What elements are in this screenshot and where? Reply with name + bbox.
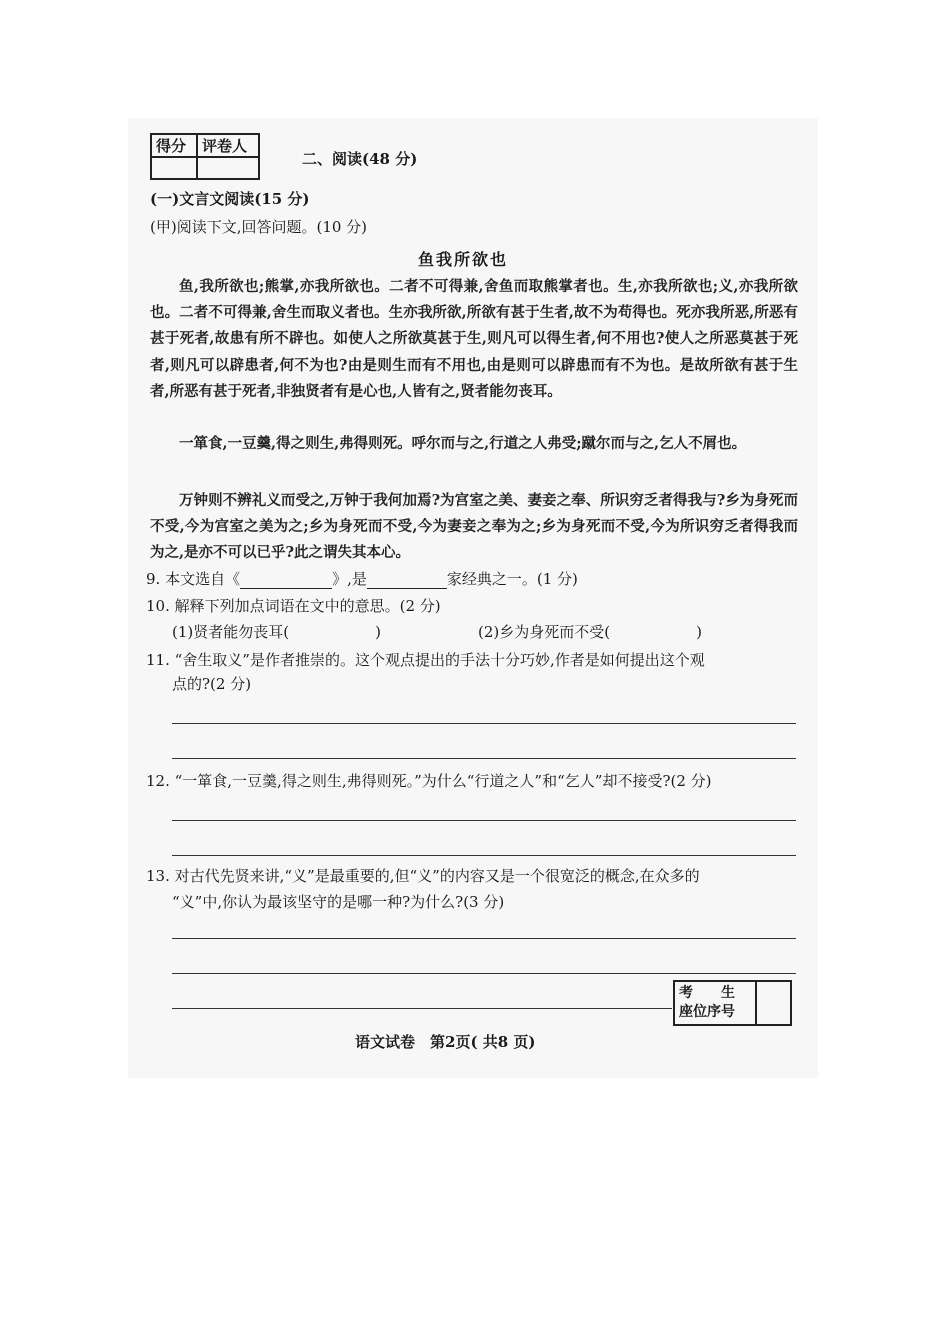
question-13-line-1: 13. 对古代先贤来讲,“义”是最重要的,但“义”的内容又是一个很宽泛的概念,在众多的 [146, 867, 700, 885]
subsection-instruction: (甲)阅读下文,回答问题。(10 分) [150, 218, 368, 236]
seat-number-cell[interactable] [759, 984, 787, 1022]
seat-divider [755, 982, 757, 1024]
seat-label: 考 生 座位序号 [679, 985, 735, 1020]
q13-answer-line-3[interactable] [172, 1008, 672, 1009]
q11-answer-line-1[interactable] [172, 723, 796, 724]
q9-blank-school[interactable] [367, 572, 447, 589]
q12-answer-line-1[interactable] [172, 820, 796, 821]
section-title: 二、阅读(48 分) [302, 150, 418, 168]
question-10: 10. 解释下列加点词语在文中的意思。(2 分) [146, 597, 441, 615]
score-header: 得分 [151, 134, 197, 157]
question-11-line-1: 11. “舍生取义”是作者推崇的。这个观点提出的手法十分巧妙,作者是如何提出这个观 [146, 651, 705, 669]
seat-number-box [673, 980, 792, 1026]
page-footer: 语文试卷 第2页( 共8 页) [355, 1033, 536, 1051]
question-9: 9. 本文选自《 》,是 家经典之一。(1 分) [146, 570, 578, 588]
passage-paragraph-3: 万钟则不辨礼义而受之,万钟于我何加焉?为宫室之美、妻妾之奉、所识穷乏者得我与?乡为身死而不受,今为宫室之美为之;乡为身死而不受,今为妻妾之奉为之;乡为身死而不受,今为所识穷乏者得我而为之,是亦不可以已乎?此之谓失其本心。 [150, 492, 798, 562]
passage-title: 鱼我所欲也 [418, 250, 509, 269]
q13-answer-line-2[interactable] [172, 973, 796, 974]
question-13-line-2: “义”中,你认为最该坚守的是哪一种?为什么?(3 分) [172, 893, 505, 911]
question-12: 12. “一箪食,一豆羹,得之则生,弗得则死。”为什么“行道之人”和“乞人”却不接受?(2 分) [146, 772, 712, 790]
q12-answer-line-2[interactable] [172, 855, 796, 856]
grader-cell[interactable] [197, 157, 259, 179]
score-table [150, 133, 260, 180]
q10-item-1: (1)贤者能勿丧耳( ) [172, 623, 381, 641]
score-cell[interactable] [151, 157, 197, 179]
question-11-line-2: 点的?(2 分) [172, 675, 252, 693]
q11-answer-line-2[interactable] [172, 758, 796, 759]
passage-paragraph-1: 鱼,我所欲也;熊掌,亦我所欲也。二者不可得兼,舍鱼而取熊掌者也。生,亦我所欲也;义,亦我所欲也。二者不可得兼,舍生而取义者也。生亦我所欲,所欲有甚于生者,故不为苟得也。死亦我所恶,所恶有甚于死者,故患有所不辟也。如使人之所欲莫甚于生,则凡可以得生者,何不用也?使人之所恶莫甚于死者,则凡可以辟患者,何不为也?由是则生而有不用也,由是则可以辟患而有不为也。是故所欲有甚于生者,所恶有甚于死者,非独贤者有是心也,人皆有之,贤者能勿丧耳。 [150, 278, 798, 400]
q9-blank-book[interactable] [240, 572, 332, 589]
passage-paragraph-2: 一箪食,一豆羹,得之则生,弗得则死。呼尔而与之,行道之人弗受;蹴尔而与之,乞人不屑也。 [179, 435, 747, 452]
grader-header: 评卷人 [197, 134, 259, 157]
q10-item-2: (2)乡为身死而不受( ) [478, 623, 702, 641]
subsection-title: (一)文言文阅读(15 分) [150, 190, 310, 208]
q13-answer-line-1[interactable] [172, 938, 796, 939]
